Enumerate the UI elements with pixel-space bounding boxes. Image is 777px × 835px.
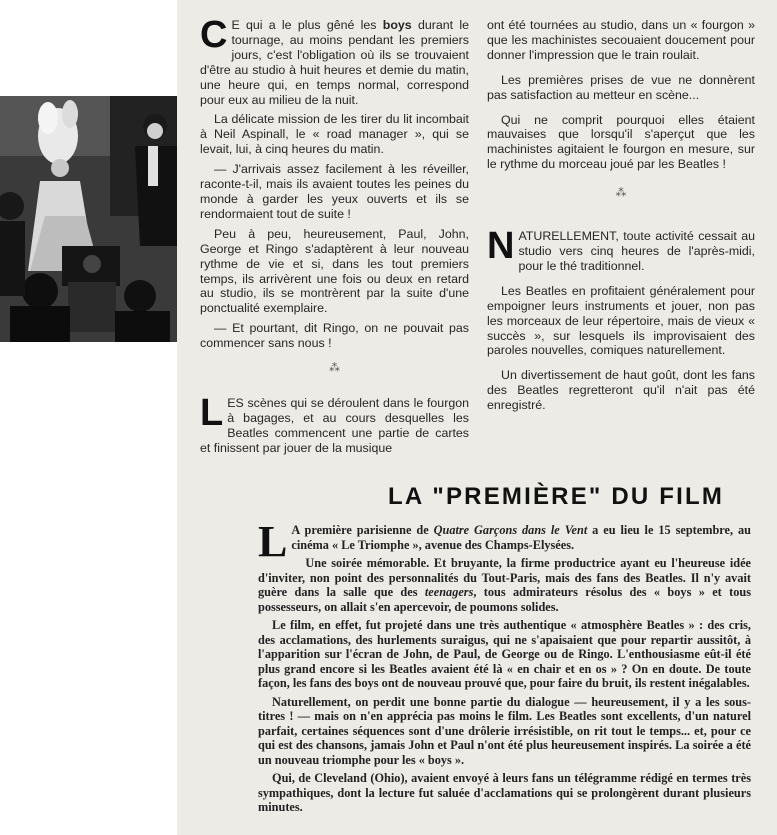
premiere-article bbox=[258, 517, 751, 819]
left-paragraph-1: C E qui a le plus gêné les boys durant le tournage, au moins pendant les premiers jours, c'est l'obligation où ils se trouvaient d'être au studio à huit heures et demie du matin, une heure qui, en temps normal, correspond pour eux au milieu de la nuit. bbox=[200, 14, 469, 107]
left-paragraph-2: La délicate mission de les tirer du lit incombait à Neil Aspinall, le « road manager », qui se levait, lui, à cinq heures du matin. bbox=[200, 112, 469, 157]
premiere-paragraph-4: Naturellement, on perdit une bonne partie du dialogue — heureusement, il y a les sous-titres ! — mais on n'en apprécia pas moins le film. Les Beatles sont excellents, d'un naturel parfait, certaines séquences sont d'une drôlerie irrésistible, on rit tout le temps... et, pour ce qui est des chansons, jamais John et Paul n'ont été plus heureusement inspirés. La soirée a été un nouveau triomphe pour les « boys ». bbox=[258, 694, 751, 767]
film-set-photo-illustration bbox=[0, 96, 177, 342]
right-paragraph-2: Les premières prises de vue ne donnèrent pas satisfaction au metteur en scène... bbox=[487, 72, 755, 102]
right-paragraph-4: NATURELLEMENT, toute activité cessait au studio vers cinq heures de l'après-midi, pour le thé traditionnel. bbox=[487, 225, 755, 273]
left-paragraph-3: — J'arrivais assez facilement à les réveiller, raconte-t-il, mais ils avaient toutes les peines du monde à garder les yeux ouverts et ils se rendormaient tout de suite ! bbox=[200, 162, 469, 221]
premiere-paragraph-3: Le film, en effet, fut projeté dans une très authentique « atmosphère Beatles » : des cris, des acclamations, des hurlements suraigus, qui ne s'apaisaient que pour repartir aussitôt, à l'apparition sur l'écran de John, de Paul, de George ou de Ringo. L'enthousiasme eût-il été plus grand encore si les Beatles avaient été là « en chair et en os » ? On en doute. De toute façon, les fans des boys ont de nouveau prouvé que, pour faire du bruit, ils restent inégalables. bbox=[258, 618, 751, 690]
drop-cap-c: C bbox=[200, 14, 228, 56]
drop-cap-n: N bbox=[487, 225, 515, 268]
premiere-paragraph-1: L A première parisienne de Quatre Garçons dans le Vent a eu lieu le 15 septembre, au cinéma « Le Triomphe », avenue des Champs-Elysées. bbox=[258, 517, 751, 566]
film-set-photo bbox=[0, 96, 177, 342]
drop-cap-l: L bbox=[200, 391, 224, 434]
left-paragraph-4: Peu à peu, heureusement, Paul, John, George et Ringo s'adaptèrent à leur nouveau rythme de vie et si, dans les tout premiers temps, ils arrivèrent une fois ou deux en retard au studio, ils se montrèrent par la suite d'une ponctualité exemplaire. bbox=[200, 226, 469, 316]
right-paragraph-1: ont été tournées au studio, dans un « fourgon » que les machinistes secouaient doucement pour donner l'impression que le train roulait. bbox=[487, 18, 755, 62]
drop-cap-l-premiere: L bbox=[258, 517, 288, 566]
right-paragraph-3: Qui ne comprit pourquoi elles étaient mauvaises que lorsqu'il s'aperçut que les machinistes agitaient le fourgon en mesure, sur le rythme du morceau joué par les Beatles ! bbox=[487, 112, 755, 172]
premiere-paragraph-5: Qui, de Cleveland (Ohio), avaient envoyé à leurs fans un télégramme rédigé en termes très sympathiques, dont la lecture fut saluée d'acclamations qui se prolongèrent durant plusieurs minutes. bbox=[258, 771, 751, 814]
premiere-heading: LA "PREMIÈRE" DU FILM bbox=[388, 483, 725, 510]
left-paragraph-6: LES scènes qui se déroulent dans le fourgon à bagages, et au cours desquelles les Beatles commencent une partie de cartes et finissent par jouer de la musique bbox=[200, 391, 469, 455]
section-ornament: ⁂ bbox=[329, 362, 340, 375]
right-column bbox=[487, 18, 755, 418]
left-paragraph-5: — Et pourtant, dit Ringo, on ne pouvait pas commencer sans nous ! bbox=[200, 321, 469, 351]
left-column bbox=[200, 14, 469, 461]
premiere-paragraph-2: Une soirée mémorable. Et bruyante, la firme productrice ayant eu l'heureuse idée d'inviter, non point des personnalités du Tout-Paris, mais des fans des Beatles. Il n'y avait guère dans la salle que des teenagers, tous admirateurs résolus des « boys » et tous possesseurs, on allait s'en apercevoir, de poumons solides. bbox=[258, 556, 751, 614]
section-ornament: ⁂ bbox=[615, 187, 627, 200]
right-paragraph-5: Les Beatles en profitaient généralement pour empoigner leurs instruments et jouer, non pas les morceaux de leur répertoire, mais de vieux « succès », sur lesquels ils improvisaient des paroles nouvelles, comiques naturellement. bbox=[487, 283, 755, 358]
right-paragraph-6: Un divertissement de haut goût, dont les fans des Beatles regretteront qu'il n'ait pas été enregistré. bbox=[487, 368, 755, 413]
